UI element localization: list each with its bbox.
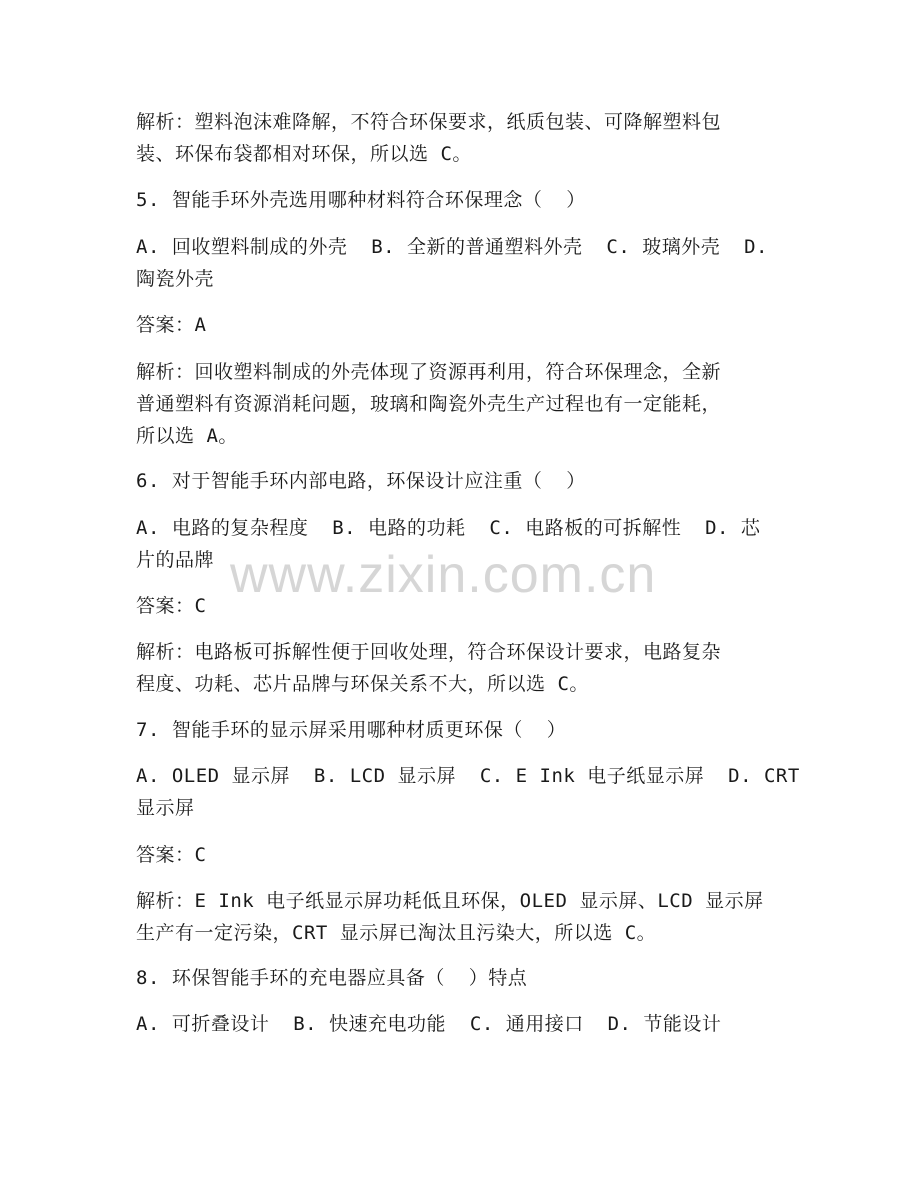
explanation-q6-line-1: 解析：电路板可拆解性便于回收处理，符合环保设计要求，电路复杂 (136, 641, 722, 663)
question-6: 6. 对于智能手环内部电路，环保设计应注重（ ） (136, 470, 586, 492)
explanation-q4-line-1: 解析：塑料泡沫难降解，不符合环保要求，纸质包装、可降解塑料包 (136, 111, 722, 133)
explanation-q5-line-3: 所以选 A。 (136, 425, 238, 447)
options-q6-line-1: A. 电路的复杂程度 B. 电路的功耗 C. 电路板的可拆解性 D. 芯 (136, 517, 761, 539)
options-q5-line-2: 陶瓷外壳 (136, 268, 215, 290)
options-q6-line-2: 片的品牌 (136, 549, 215, 571)
explanation-q7-line-2: 生产有一定污染，CRT 显示屏已淘汰且污染大，所以选 C。 (136, 922, 657, 944)
explanation-q6-line-2: 程度、功耗、芯片品牌与环保关系不大，所以选 C。 (136, 673, 589, 695)
answer-q6: 答案：C (136, 595, 207, 617)
explanation-q5-line-1: 解析：回收塑料制成的外壳体现了资源再利用，符合环保理念，全新 (136, 361, 722, 383)
options-q7-line-1: A. OLED 显示屏 B. LCD 显示屏 C. E Ink 电子纸显示屏 D. CRT (136, 765, 800, 787)
question-8: 8. 环保智能手环的充电器应具备（ ）特点 (136, 967, 528, 989)
answer-q7: 答案：C (136, 844, 207, 866)
question-7: 7. 智能手环的显示屏采用哪种材质更环保（ ） (136, 719, 567, 741)
explanation-q4-line-2: 装、环保布袋都相对环保，所以选 C。 (136, 143, 472, 165)
answer-q5: 答案：A (136, 314, 207, 336)
explanation-q5-line-2: 普通塑料有资源消耗问题，玻璃和陶瓷外壳生产过程也有一定能耗， (136, 393, 722, 415)
question-5: 5. 智能手环外壳选用哪种材料符合环保理念（ ） (136, 189, 586, 211)
watermark: www.zixin.com.cn (230, 546, 657, 604)
options-q8-line-1: A. 可折叠设计 B. 快速充电功能 C. 通用接口 D. 节能设计 (136, 1013, 722, 1035)
options-q7-line-2: 显示屏 (136, 797, 195, 819)
options-q5-line-1: A. 回收塑料制成的外壳 B. 全新的普通塑料外壳 C. 玻璃外壳 D. (136, 236, 768, 258)
explanation-q7-line-1: 解析：E Ink 电子纸显示屏功耗低且环保，OLED 显示屏、LCD 显示屏 (136, 890, 764, 912)
